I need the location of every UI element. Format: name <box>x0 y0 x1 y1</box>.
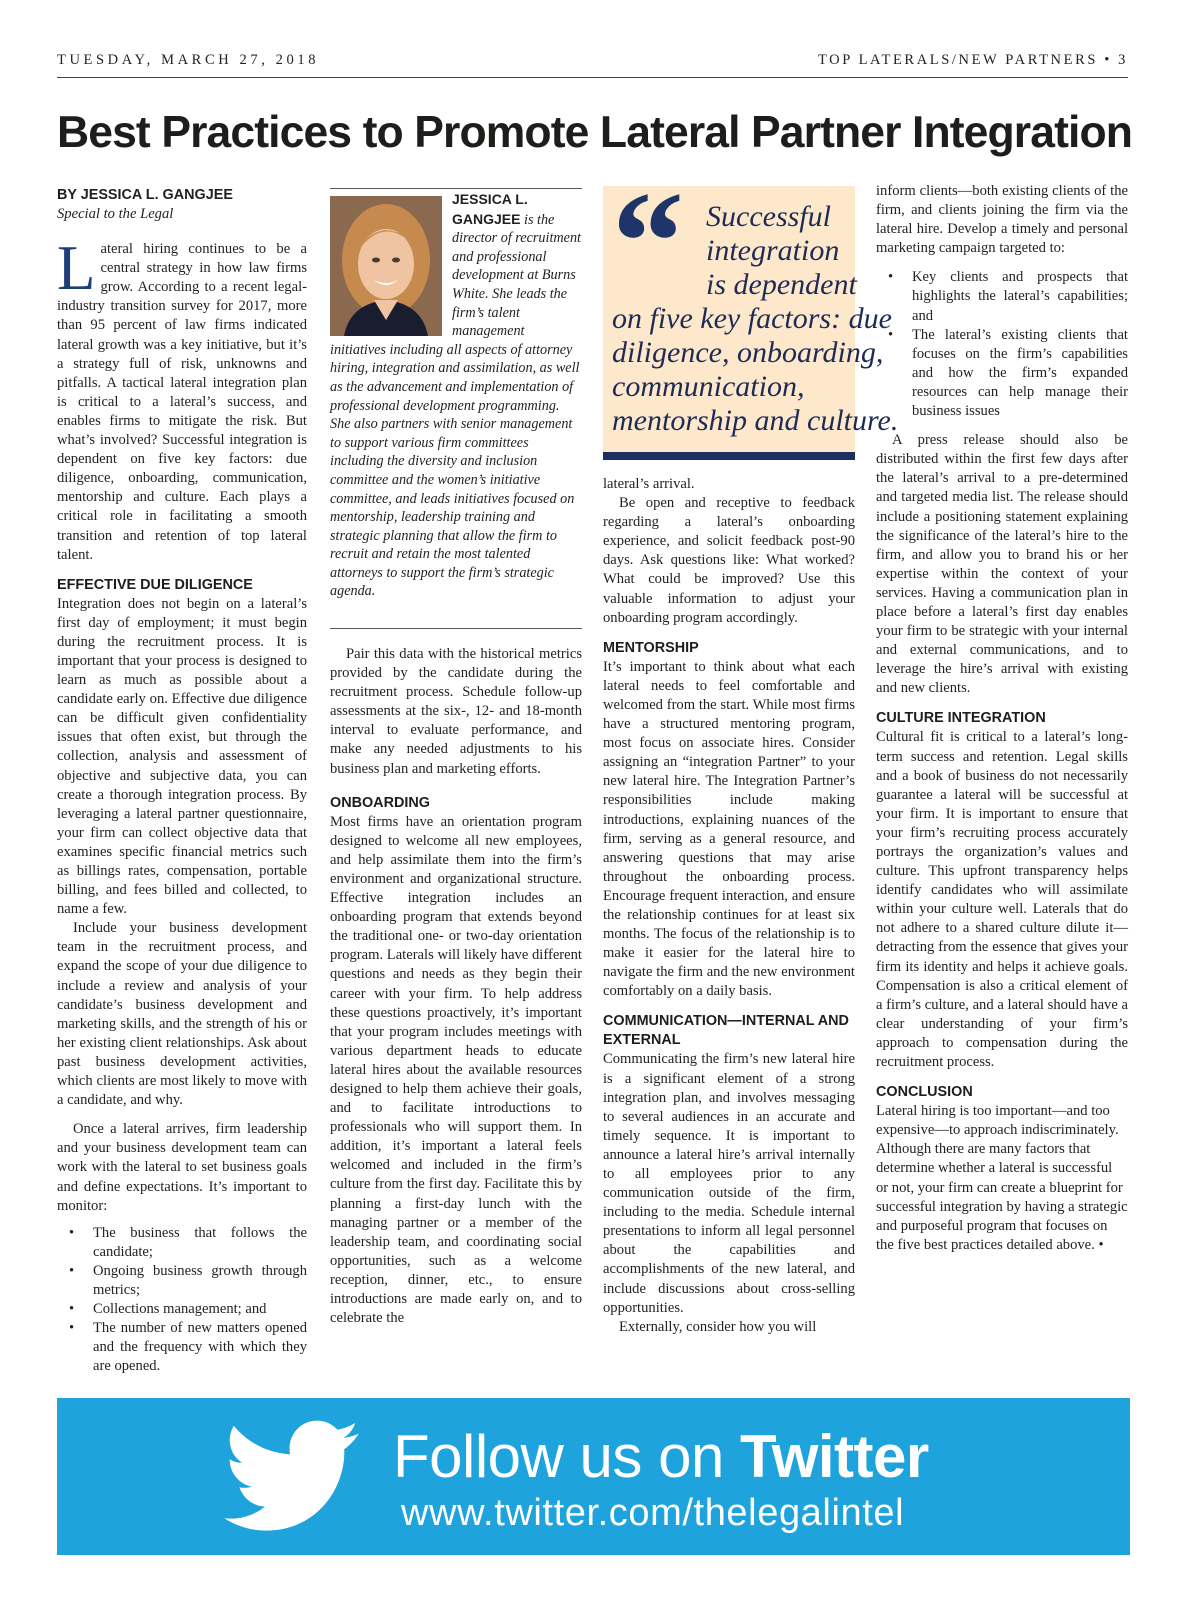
end-mark: • <box>1094 1236 1104 1253</box>
column-4 <box>876 182 1128 1255</box>
twitter-brand: Twitter <box>740 1423 929 1490</box>
list-item: • Key clients and prospects that highlights the lateral’s capabilities; and <box>876 268 1128 325</box>
quote-line: is dependent <box>706 268 857 301</box>
quote-line: diligence, onboarding, <box>612 336 884 369</box>
follow-text: Follow us on Twitter <box>393 1423 929 1490</box>
quote-line: integration <box>706 234 840 267</box>
section-page: TOP LATERALS/NEW PARTNERS • 3 <box>817 52 1128 68</box>
paragraph: Most firms have an orientation program designed to welcome all new employees, and help assimilate them into the firm’s environment and organizational structure. Effective integration includes an onboarding program that extends beyond the traditional one- or two-day orientation program. Laterals will likely have different questions and needs as they begin their career with your firm. To help address these questions proactively, it’s important that your program includes meetings with various department heads to educate lateral hires about the available resources designed to help them achieve their goals, and to facilitate introductions to professionals who will support them. In addition, it’s important a lateral feels welcomed and included in the firm’s culture from the first day. Facilitate this by planning a first-day lunch with the managing partner or a member of the leadership team, and coordinating social opportunities, such as a welcome reception, dinner, etc., to ensure introductions are made early on, and to celebrate the <box>330 813 582 1327</box>
paragraph: lateral’s arrival. <box>603 476 695 492</box>
list-item: • Collections management; and <box>57 1300 307 1319</box>
paragraph: Once a lateral arrives, firm leadership and your business development team can work with the lateral to set business goals and define expectations. It’s important to monitor: <box>57 1121 307 1214</box>
article-title: Best Practices to Promote Lateral Partner Integration <box>57 108 1133 157</box>
paragraph: inform clients—both existing clients of the firm, and clients joining the firm via the lateral hire. Develop a timely and personal marketing campaign targeted to: <box>876 183 1128 257</box>
header-rule <box>57 77 1128 78</box>
paragraph: Integration does not begin on a lateral’s first day of employment; it must begin during the recruitment process. It is important that your process is designed to learn as much as possible about a candidate early on. Effective due diligence can be difficult given confidentiality issues that often exist, but through the collection, analysis and assessment of objective and subjective data, you can create a thorough integration process. By leveraging a lateral partner questionnaire, your firm can collect objective data that examines specific financial metrics such as billings rates, compensation, portable billing, and fees billed and collected, to name a few. <box>57 595 307 918</box>
twitter-bird-icon <box>223 1420 363 1534</box>
heading-communication: COMMUNICATION—INTERNAL AND EXTERNAL <box>603 1013 849 1049</box>
paragraph: Externally, consider how you will <box>619 1318 817 1335</box>
quote-mark-icon: “ <box>612 163 684 322</box>
list-item: • The business that follows the candidate; <box>57 1224 307 1262</box>
list-item: • Ongoing business growth through metrics; <box>57 1262 307 1300</box>
list-item: • The lateral’s existing clients that focuses on the firm’s capabilities and how the firm’s expanded resources can help manage their business issues <box>876 326 1128 421</box>
column-2 <box>330 645 582 1328</box>
heading-conclusion: CONCLUSION <box>876 1084 973 1101</box>
monitor-list <box>57 1224 307 1377</box>
heading-culture: CULTURE INTEGRATION <box>876 710 1046 727</box>
heading-mentorship: MENTORSHIP <box>603 639 699 656</box>
author-bio: JESSICA L. GANGJEE is the director of recruitment and professional development at Burns White. She leads the firm’s talent management initiatives including all aspects of attorney hiring, integration and assimilation, as well as the advancement and implementation of professional development programming. She also partners with senior management to support various firm committees including the diversity and inclusion committee and the women’s initiative committee, and leads initiatives focused on mentorship, leadership training and strategic planning that allow the firm to recruit and retain the most talented attorneys to support the firm’s strategic agenda. <box>330 191 581 600</box>
quote-line: mentorship and culture. <box>612 404 899 437</box>
heading-due-diligence: EFFECTIVE DUE DILIGENCE <box>57 576 253 593</box>
bio-name: JESSICA L. GANGJEE <box>452 191 528 227</box>
drop-cap: L <box>57 233 96 304</box>
client-list <box>876 268 1128 421</box>
paragraph: It’s important to think about what each lateral needs to feel comfortable and welcomed from the start. While most firms have a structured mentoring program, most focus on associate hires. Consider assigning an “integration Partner” to your new lateral hire. The Integration Partner’s responsibilities include making introductions, explaining nuances of the firm, serving as a general resource, and answering questions that may arise throughout the onboarding process. Encourage frequent interaction, and ensure the relationship continues for at least six months. The focus of the relationship is to make it easier for the lateral hire to navigate the firm and the new environment comfortably on a daily basis. <box>603 658 855 1000</box>
paragraph: Cultural fit is critical to a lateral’s long-term success and retention. Legal skills and a book of business do not necessarily guarantee a lateral will be successful at your firm. It is important to ensure that your firm’s recruiting process accurately portrays the organization’s values and culture. This upfront transparency helps identify candidates who will assimilate within your culture well. Laterals that do not adhere to a shared culture dilute it—detracting from the essence that gives your firm its identity and helps it achieve goals. Compensation is also a critical element of a firm’s culture, and a lateral should have a clear understanding of your firm’s approach to compensation during the recruitment process. <box>876 729 1128 1071</box>
paragraph: Include your business development team in the recruitment process, and expand the scope of your due diligence to include a review and analysis of your candidate’s business development and marketing skills, and the strength of his or her existing client relationships. Ask about past business development activities, which clients are most likely to move with a candidate, and why. <box>57 920 307 1109</box>
byline-affiliation: Special to the Legal <box>57 206 174 222</box>
twitter-banner[interactable] <box>57 1398 1130 1555</box>
quote-line: on five key factors: due <box>612 302 892 335</box>
paragraph: Communicating the firm’s new lateral hire is a significant element of a strong integration plan, and involves messaging to several audiences in an accurate and timely sequence. It is important to announce a lateral hire’s arrival internally to all employees prior to any communication outside of the firm, including to the media. Schedule internal presentations to inform all legal personnel about the capabilities and accomplishments of the new lateral, and include discussions about cross-selling opportunities. <box>603 1051 855 1316</box>
byline: BY JESSICA L. GANGJEE <box>57 187 233 203</box>
paragraph: Be open and receptive to feedback regarding a lateral’s onboarding experience, and solicit feedback post-90 days. Ask questions like: What worked? What could be improved? Use this valuable information to adjust your onboarding program accordingly. <box>603 495 855 626</box>
heading-onboarding: ONBOARDING <box>330 794 430 811</box>
running-header <box>57 52 1128 72</box>
bio-top-rule <box>330 188 582 189</box>
paragraph: Lateral hiring is too important—and too expensive—to approach indiscriminately. Although there are many factors that determine whether a lateral is successful or not, your firm can create a blueprint for successful integration by having a strategic and purposeful program that focuses on the five best practices detailed above. • <box>876 1103 1128 1253</box>
twitter-url-link[interactable]: www.twitter.com/thelegalintel <box>401 1492 905 1534</box>
quote-line: communication, <box>612 370 805 403</box>
bio-bottom-rule <box>330 628 582 629</box>
column-3 <box>603 475 855 1337</box>
column-1 <box>57 186 307 1376</box>
paragraph: Pair this data with the historical metrics provided by the candidate during the recruitment process. Schedule follow-up assessments at the six-, 12- and 18-month interval to evaluate performance, and make any needed adjustments to his business plan and marketing efforts. <box>330 646 582 777</box>
list-item: • The number of new matters opened and the frequency with which they are opened. <box>57 1319 307 1376</box>
quote-line: Successful <box>706 200 831 233</box>
pull-quote-bar <box>603 452 855 460</box>
paragraph: A press release should also be distributed within the first few days after the lateral’s arrival to a pre-determined and targeted media list. The release should include a positioning statement explaining the significance of the lateral’s hire to the firm, and allow you to brand his or her expertise within the context of your services. Having a communication plan in place before a lateral’s first day enables your firm to be strategic with your internal and external communications, and to leverage the hire’s arrival with existing and new clients. <box>876 432 1128 697</box>
issue-date: TUESDAY, MARCH 27, 2018 <box>57 52 320 68</box>
intro-paragraph: Lateral hiring continues to be a central strategy in how law firms grow. According to a recent legal-industry transition survey for 2017, more than 95 percent of law firms indicated lateral growth was a key initiative, but it’s a strategy full of risk, unknowns and pitfalls. A tactical lateral integration plan is critical to a lateral’s success, and enables firms to mitigate the risk. But what’s involved? Successful integration is dependent on five key factors: due diligence, onboarding, communication, mentorship and culture. Each plays a critical role in facilitating a smooth transition and retention of top lateral talent. <box>57 233 307 563</box>
